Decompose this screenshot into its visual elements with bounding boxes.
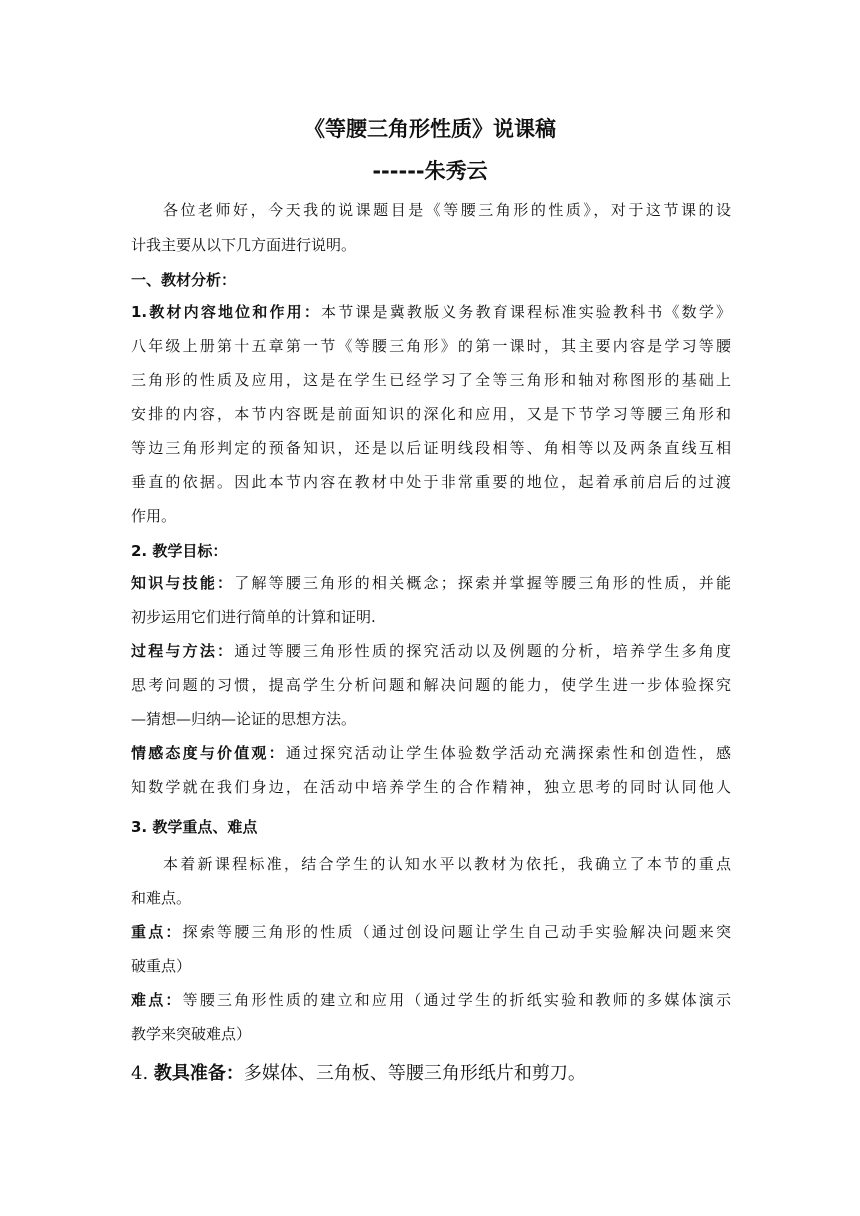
paragraph-line <box>131 742 731 764</box>
teaching-aids-text: 多媒体、三角板、等腰三角形纸片和剪刀。 <box>243 1063 586 1084</box>
difficult-point-label: 难点： <box>131 991 183 1009</box>
paragraph-line: 初步运用它们进行简单的计算和证明. <box>131 608 376 626</box>
paragraph-text: 本节课是冀教版义务教育课程标准实验教科书《数学》 <box>321 303 731 321</box>
paragraph-line: 和难点。 <box>131 889 192 907</box>
goal-label-knowledge-skills: 知识与技能： <box>131 574 235 592</box>
paragraph-line: 垂直的依据。因此本节内容在教材中处于非常重要的地位，起着承前启后的过渡 <box>131 473 731 491</box>
paragraph-text: 了解等腰三角形的相关概念；探索并掌握等腰三角形的性质，并能 <box>234 574 731 592</box>
paragraph-text: 通过探究活动让学生体验数学活动充满探索性和创造性，感 <box>285 744 731 762</box>
paragraph-line: 知数学就在我们身边，在活动中培养学生的合作精神，独立思考的同时认同他人 <box>131 778 731 796</box>
paragraph-line <box>131 921 731 943</box>
paragraph-line: 安排的内容，本节内容既是前面知识的深化和应用，又是下节学习等腰三角形和 <box>131 405 731 423</box>
paragraph-line: —猜想—归纳—论证的思想方法。 <box>131 710 357 728</box>
paragraph-line: 本着新课程标准，结合学生的认知水平以教材为依托，我确立了本节的重点 <box>163 855 731 873</box>
paragraph-line: 八年级上册第十五章第一节《等腰三角形》的第一课时，其主要内容是学习等腰 <box>131 337 731 355</box>
paragraph-line <box>131 989 731 1011</box>
section-heading-teaching-goals: 2. 教学目标： <box>131 542 228 560</box>
goal-label-attitude-values: 情感态度与价值观： <box>131 744 286 762</box>
goal-label-process-method: 过程与方法： <box>131 642 235 660</box>
paragraph-text: 通过等腰三角形性质的探究活动以及例题的分析，培养学生多角度 <box>234 642 731 660</box>
paragraph-line: 教学来突破难点） <box>131 1025 252 1043</box>
intro-paragraph-line: 各位老师好，今天我的说课题目是《等腰三角形的性质》，对于这节课的设 <box>163 201 731 219</box>
section-heading-textbook-analysis: 一、教材分析： <box>131 271 237 289</box>
section-heading-teaching-aids <box>131 1061 731 1087</box>
teaching-aids-label: 教具准备： <box>153 1063 244 1084</box>
paragraph-text: 等腰三角形性质的建立和应用（通过学生的折纸实验和教师的多媒体演示 <box>182 991 731 1009</box>
paragraph-line: 等边三角形判定的预备知识，还是以后证明线段相等、角相等以及两条直线互相 <box>131 439 731 457</box>
intro-paragraph-line: 计我主要从以下几方面进行说明。 <box>131 236 357 254</box>
document-author: ------朱秀云 <box>372 159 488 183</box>
subsection-label-content-role: 1.教材内容地位和作用： <box>131 303 322 321</box>
section-heading-key-difficult-points: 3. 教学重点、难点 <box>131 818 258 836</box>
document-title: 《等腰三角形性质》说课稿 <box>304 117 556 141</box>
paragraph-line: 作用。 <box>131 507 177 525</box>
paragraph-line <box>131 640 731 662</box>
paragraph-text: 探索等腰三角形的性质（通过创设问题让学生自己动手实验解决问题来突 <box>182 923 731 941</box>
paragraph-line: 三角形的性质及应用，这是在学生已经学习了全等三角形和轴对称图形的基础上 <box>131 371 731 389</box>
paragraph-line: 思考问题的习惯，提高学生分析问题和解决问题的能力，使学生进一步体验探究 <box>131 676 731 694</box>
paragraph-line: 破重点） <box>131 957 192 975</box>
key-point-label: 重点： <box>131 923 183 941</box>
paragraph-line <box>131 301 731 323</box>
paragraph-line <box>131 572 731 594</box>
section-number: 4. <box>131 1063 154 1084</box>
